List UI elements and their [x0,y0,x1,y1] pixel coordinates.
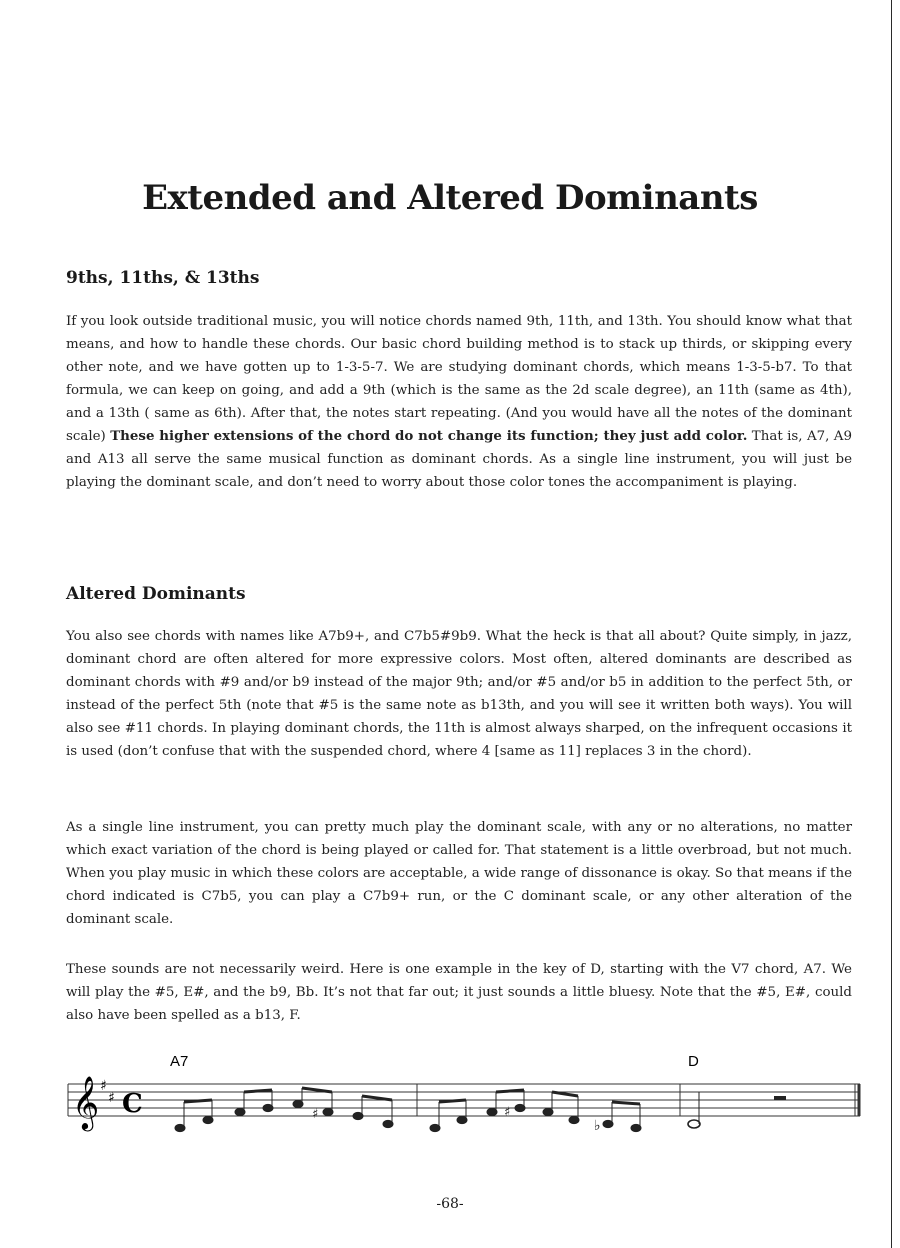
paragraph-extensions-lead: If you look outside traditional music, you will notice chords named 9th, 11th, and 13th. You should know what that means, and how to handle these chords. Our basic chord building method is to stack up thirds, or skipping every other note, and we have gotten up to 1-3-5-7. We are studying dominant chords, which means 1-3-5-b7. To that formula, we can keep on going, and add a 9th (which is the same as the 2d scale degree), an 11th (same as 4th), and a 13th ( same as 6th). After that, the notes start repeating. (And you would have all the notes of the dominant scale) [66,314,852,444]
section-heading-extensions: 9ths, 11ths, & 13ths [66,268,260,288]
paragraph-extensions-tail: That is, A7, A9 and A13 all serve the same musical function as dominant chords. As a single line instrument, you will just be playing the dominant scale, and don’t need to worry about those color tones the accompaniment is playing. [66,429,852,490]
paragraph-altered-2: As a single line instrument, you can pretty much play the dominant scale, with any or no alterations, no matter which exact variation of the chord is being played or called for. That statement is a little overbroad, but not much. When you play music in which these colors are acceptable, a wide range of dissonance is okay. So that means if the chord indicated is C7b5, you can play a C7b9+ run, or the C dominant scale, or any other alteration of the dominant scale. [66,820,852,927]
page-title: Extended and Altered Dominants [142,178,758,218]
svg-text:♯: ♯ [312,1107,319,1122]
music-staff-example [60,1050,870,1140]
chord-symbol-d: D [688,1053,699,1070]
paragraph-altered-3: These sounds are not necessarily weird. Here is one example in the key of D, starting with the V7 chord, A7. We will play the #5, E#, and the b9, Bb. It’s not that far out; it just sounds a little bluesy. Note that the #5, E#, could also have been spelled as a b13, F. [66,962,852,1023]
key-sharp-c-icon: ♯ [108,1090,115,1106]
chord-symbol-a7: A7 [170,1053,189,1070]
paragraph-altered-1: You also see chords with names like A7b9+, and C7b5#9b9. What the heck is that all about? Quite simply, in jazz, dominant chord are often altered for more expressive colors. Most often, altered dominants are described as dominant chords with #9 and/or b9 instead of the major 9th; and/or #5 and/or b5 in addition to the perfect 5th, or instead of the perfect 5th (note that #5 is the same note as b13th, and you will see it written both ways). You will also see #11 chords. In playing dominant chords, the 11th is almost always sharped, on the infrequent occasions it is used (don’t confuse that with the suspended chord, where 4 [same as 11] replaces 3 in the chord). [66,629,852,759]
svg-text:♯: ♯ [504,1105,511,1120]
treble-clef-icon: 𝄞 [72,1075,100,1129]
paragraph-extensions-bold: These higher extensions of the chord do not change its function; they just add color. [110,428,748,444]
key-sharp-f-icon: ♯ [100,1078,107,1094]
measure-3-notes [688,1092,786,1128]
measure-2-notes [430,1090,641,1134]
page-number: -68- [436,1196,464,1212]
svg-text:♭: ♭ [594,1118,601,1134]
music-staff-svg [60,1050,870,1140]
paragraph-extensions [66,310,852,494]
half-rest-icon [774,1096,786,1100]
section-heading-altered: Altered Dominants [66,584,246,604]
time-signature: C [122,1089,143,1119]
